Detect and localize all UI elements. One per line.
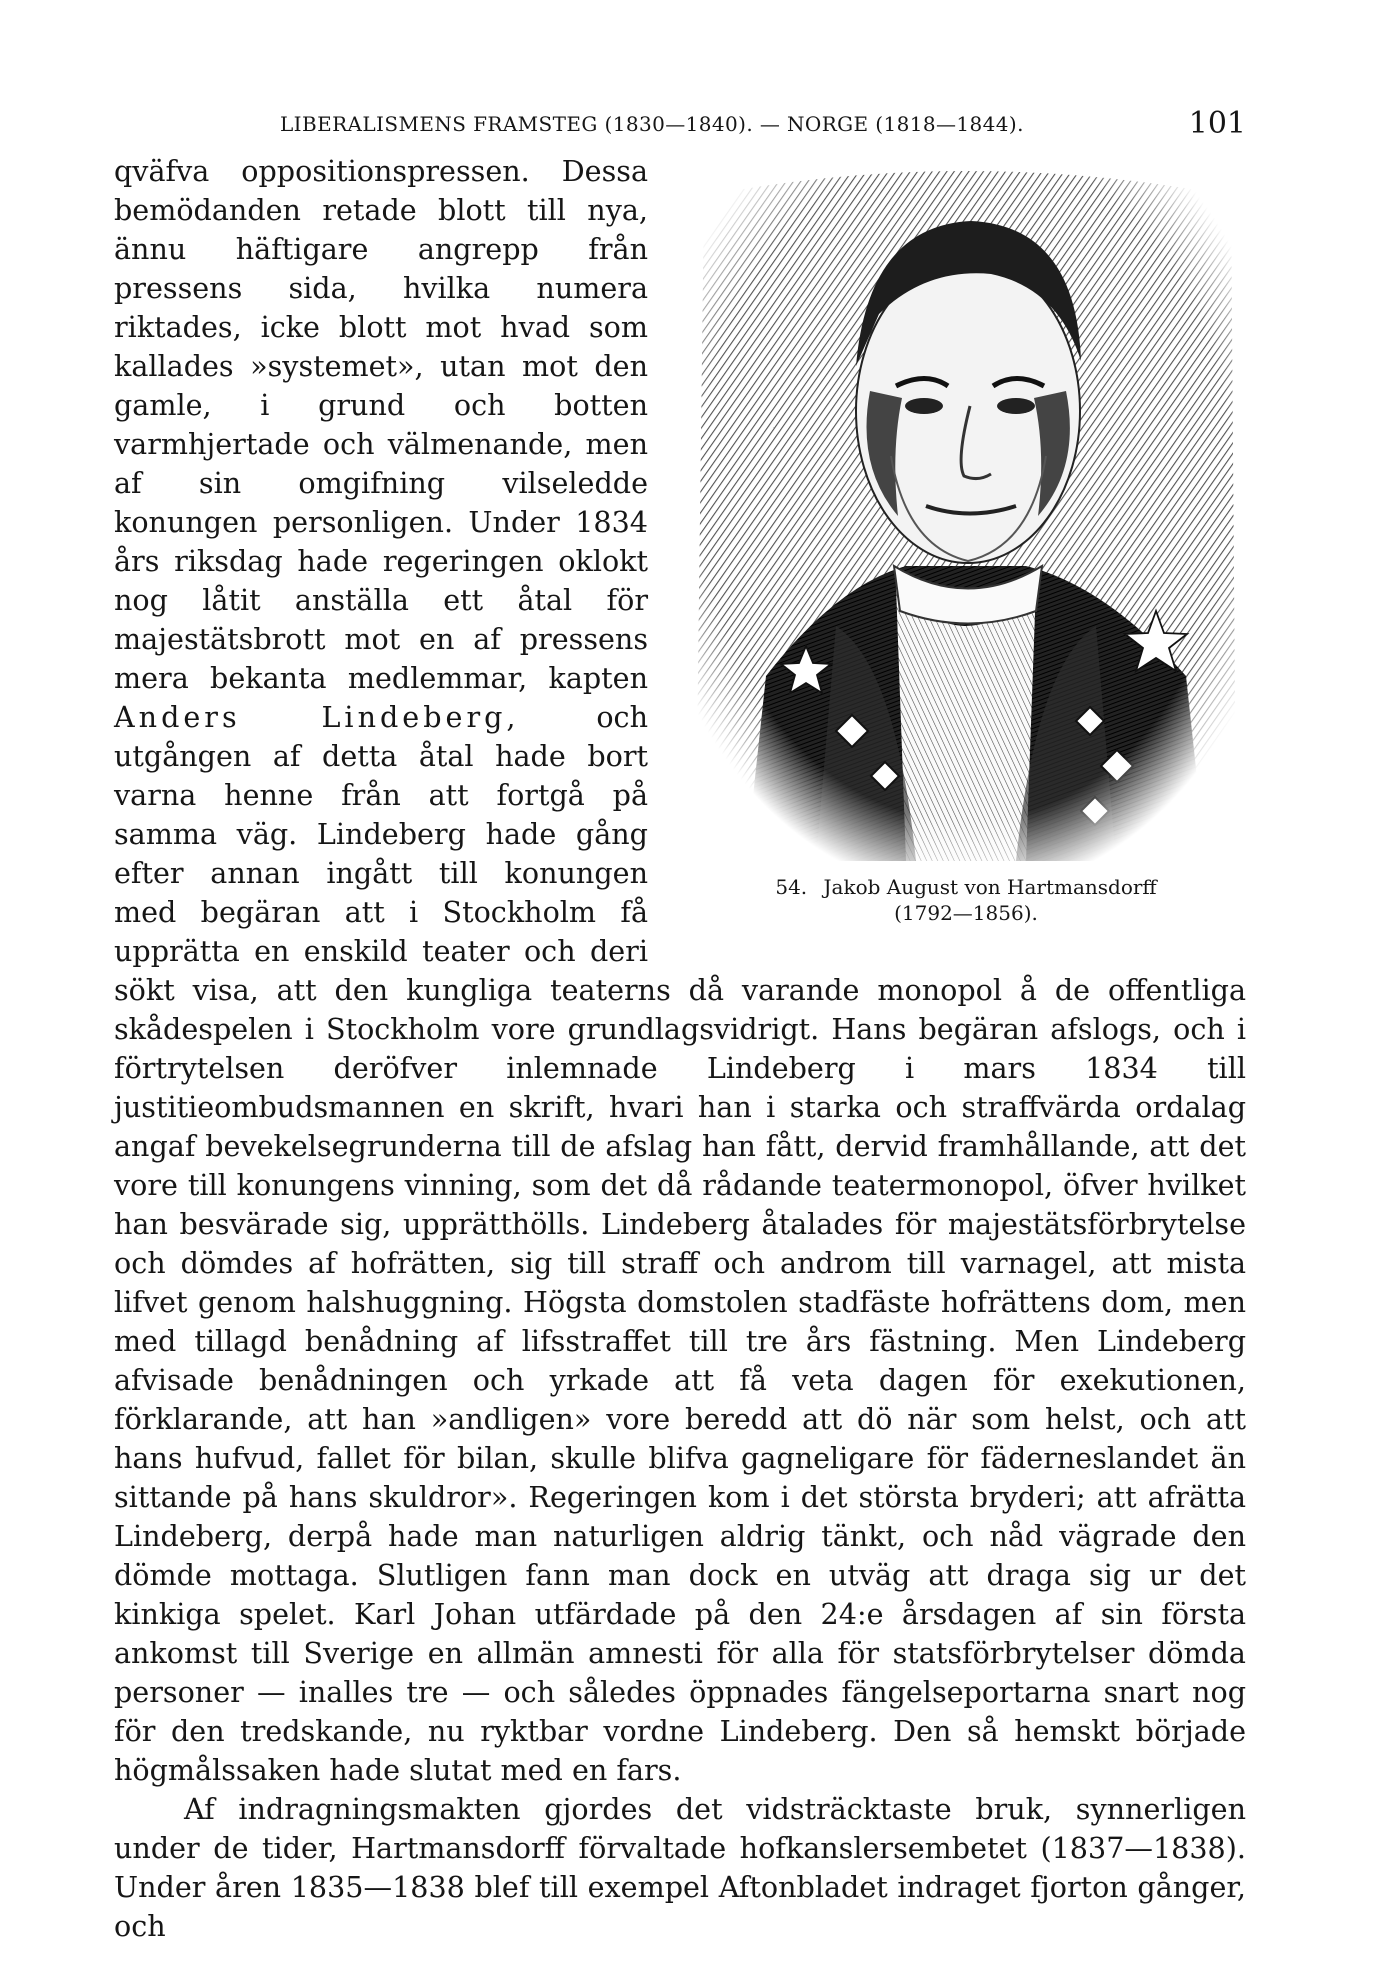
figure-caption-name: Jakob August von Hartmansdorff <box>823 875 1157 899</box>
running-title: LIBERALISMENS FRAMSTEG (1830—1840). — NORGE (1818—1844). <box>280 112 1024 136</box>
body-text <box>114 152 1246 1946</box>
figure-caption-dates: (1792—1856). <box>894 901 1038 925</box>
person-name: Anders Lindeberg, <box>114 700 520 734</box>
book-page <box>114 96 1246 1946</box>
portrait-figure <box>686 156 1246 926</box>
running-head <box>114 96 1246 152</box>
paragraph-1-after-name: och utgången af detta åtal hade bort varna henne från att fortgå på samma väg. Lindeberg hade gång efter annan ingått till konungen med begäran att i Stockholm få upprätta en enskild teater och deri sökt visa, att den kungliga teaterns då varande monopol å de offentliga skådespelen i Stockholm vore grundlagsvidrigt. Hans begäran afslogs, och i förtrytelsen deröfver inlemnade Lindeberg i mars 1834 till justitieombudsmannen en skrift, hvari han i starka och straffvärda ordalag angaf bevekelsegrunderna till de afslag han fått, dervid framhållande, att det vore till konungens vinning, som det då rådande teatermonopol, öfver hvilket han besvärade sig, upprätthölls. Lindeberg åtalades för majestätsförbrytelse och dömdes af hofrätten, sig till straff och androm till varnagel, att mista lifvet genom halshuggning. Högsta domstolen stadfäste hofrättens dom, men med tillagd benådning af lifsstraffet till tre års fästning. Men Lindeberg afvisade benådningen och yrkade att få veta dagen för exekutionen, förklarande, att han »andligen» vore beredd att dö när som helst, och att hans hufvud, fallet för bilan, skulle blifva gagneligare för fäderneslandet än sittande på hans skuldror». Regeringen kom i det största bryderi; att afrätta Lindeberg, derpå hade man naturligen aldrig tänkt, och nåd vägrade den dömde mottaga. Slutligen fann man dock en utväg att draga sig ur det kinkiga spelet. Karl Johan utfärdade på den 24:e årsdagen af sin första ankomst till Sverige en allmän amnesti för alla för statsförbrytelser dömda personer — inalles tre — och således öppnades fängelseportarna snart nog för den tredskande, nu ryktbar vordne Lindeberg. Den så hemskt började högmålssaken hade slutat med en fars. <box>114 700 1246 1787</box>
paragraph-1-before-name: qväfva oppositionspressen. Dessa bemödanden retade blott till nya, ännu häftigare angrepp från pressens sida, hvilka numera riktades, icke blott mot hvad som kallades »systemet», utan mot den gamle, i grund och botten varmhjertade och välmenande, men af sin omgifning vilseledde konungen personligen. Under 1834 års riksdag hade regeringen oklokt nog låtit anställa ett åtal för majestätsbrott mot en af pressens mera bekanta medlemmar, kapten <box>114 154 648 695</box>
figure-caption <box>686 874 1246 926</box>
paragraph-2: Af indragningsmakten gjordes det vidsträcktaste bruk, synnerligen under de tider, Hartmansdorff förvaltade hofkanslersembetet (1837—1838). Under åren 1835—1838 blef till exempel Aftonbladet indraget fjorton gånger, och <box>114 1792 1246 1943</box>
figure-number: 54. <box>775 875 808 899</box>
engraved-portrait-icon <box>686 156 1246 866</box>
page-number: 101 <box>1188 106 1246 141</box>
